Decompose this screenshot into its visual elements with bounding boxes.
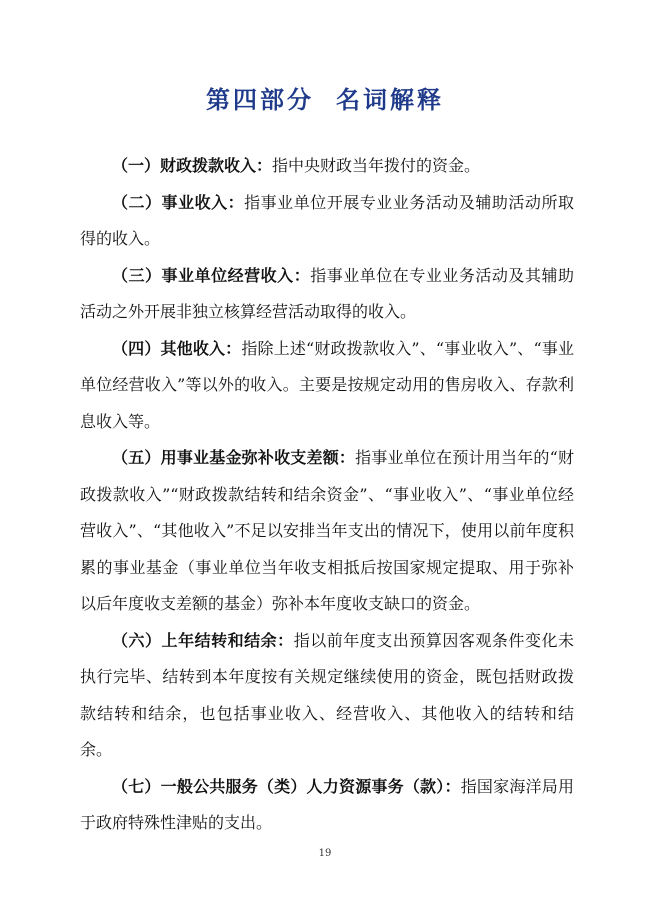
definition-text: 指中央财政当年拨付的资金。	[272, 156, 481, 175]
definitions-list	[80, 148, 574, 842]
definition-item	[80, 258, 574, 331]
definition-term: （六）上年结转和结余：	[112, 630, 294, 650]
definition-term: （五）用事业基金弥补收支差额：	[112, 448, 356, 467]
definition-term: （七）一般公共服务（类）人力资源事务（款）：	[112, 776, 461, 796]
definition-item	[80, 185, 574, 258]
definition-text: 指以前年度支出预算因客观条件变化未执行完毕、结转到本年度按有关规定继续使用的资金，既包括财政拨款结转和结余，也包括事业收入、经营收入、其他收入的结转和结余。	[80, 630, 574, 759]
definition-item	[80, 331, 574, 441]
definition-item	[80, 440, 574, 623]
definition-term: （四）其他收入：	[112, 338, 242, 358]
title-part: 第四部分	[206, 86, 314, 114]
definition-term: （二）事业收入：	[112, 192, 245, 212]
title-name: 名词解释	[336, 86, 444, 114]
definition-text: 指事业单位在预计用当年的“财政拨款收入”“财政拨款结转和结余资金”、“事业收入”、“事业单位经营收入”、“其他收入”不足以安排当年支出的情况下，使用以前年度积累的事业基金（事业单位当年收支相抵后按国家规定提取、用于弥补以后年度收支差额的基金）弥补本年度收支缺口的资金。	[80, 448, 574, 613]
definition-term: （一）财政拨款收入：	[112, 156, 273, 175]
page-title	[0, 80, 650, 115]
definition-item	[80, 623, 574, 769]
definition-text: 指国家海洋局用于政府特殊性津贴的支出。	[80, 776, 574, 832]
definition-item	[80, 769, 574, 842]
definition-text: 指事业单位开展专业业务活动及辅助活动所取得的收入。	[80, 192, 574, 248]
definition-text: 指除上述“财政拨款收入”、“事业收入”、“事业单位经营收入”等以外的收入。主要是按规定动用的售房收入、存款利息收入等。	[80, 338, 574, 431]
definition-item	[80, 148, 574, 185]
page-number: 19	[318, 848, 332, 859]
definition-text: 指事业单位在专业业务活动及其辅助活动之外开展非独立核算经营活动取得的收入。	[80, 265, 574, 321]
definition-term: （三）事业单位经营收入：	[112, 265, 311, 285]
